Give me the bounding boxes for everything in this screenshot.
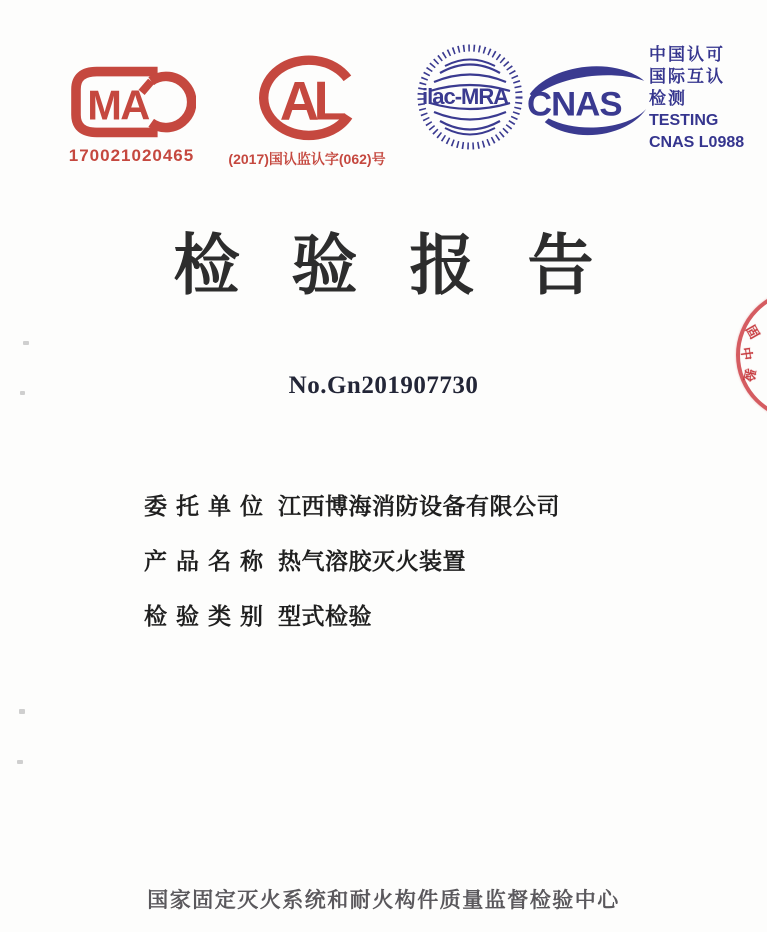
cma-letters: MA (86, 81, 149, 129)
field-label: 委托单位 (144, 493, 272, 519)
seal-character: 固 (742, 322, 763, 342)
cal-caption: (2017)国认监认字(062)号 (228, 151, 386, 167)
page-title: 检验报告 (173, 228, 646, 302)
scan-speck (20, 391, 25, 395)
accreditation-line: CNAS L0988 (649, 134, 745, 151)
field-value: 型式检验 (278, 603, 372, 629)
cma-certificate-number: 170021020465 (68, 146, 195, 165)
accreditation-line: 检测 (649, 89, 687, 108)
cal-mark-block (222, 52, 392, 169)
report-number: No.Gn201907730 (288, 372, 479, 399)
cal-letters: AL (279, 70, 342, 132)
accreditation-line: 中国认可 (649, 45, 725, 64)
scan-speck (23, 341, 29, 345)
field-value: 江西博海消防设备有限公司 (278, 493, 560, 519)
cma-logo-icon (68, 62, 196, 142)
cma-mark-block (64, 62, 199, 166)
scan-speck (17, 760, 23, 764)
cnas-logo-icon (526, 56, 648, 146)
seal-character: 中 (738, 346, 755, 362)
seal-character: 验 (740, 367, 759, 384)
cal-logo-icon (253, 52, 361, 146)
field-label: 检验类别 (144, 603, 272, 629)
field-row-consignor (144, 488, 560, 521)
accreditation-line: TESTING (649, 112, 719, 129)
cnas-letters: CNAS (526, 85, 622, 124)
report-fields (144, 488, 560, 653)
ilac-mra-label: ilac-MRA (422, 84, 509, 109)
ilac-mra-logo-icon (415, 40, 525, 154)
inspection-center-name: 国家固定灭火系统和耐火构件质量监督检验中心 (147, 889, 620, 912)
field-label: 产品名称 (144, 548, 272, 574)
field-row-inspection-type (144, 598, 560, 631)
field-value: 热气溶胶灭火装置 (278, 548, 466, 574)
scan-speck (19, 709, 25, 714)
accreditation-text-block (649, 44, 744, 154)
field-row-product-name (144, 543, 560, 576)
accreditation-line: 国际互认 (649, 67, 725, 86)
